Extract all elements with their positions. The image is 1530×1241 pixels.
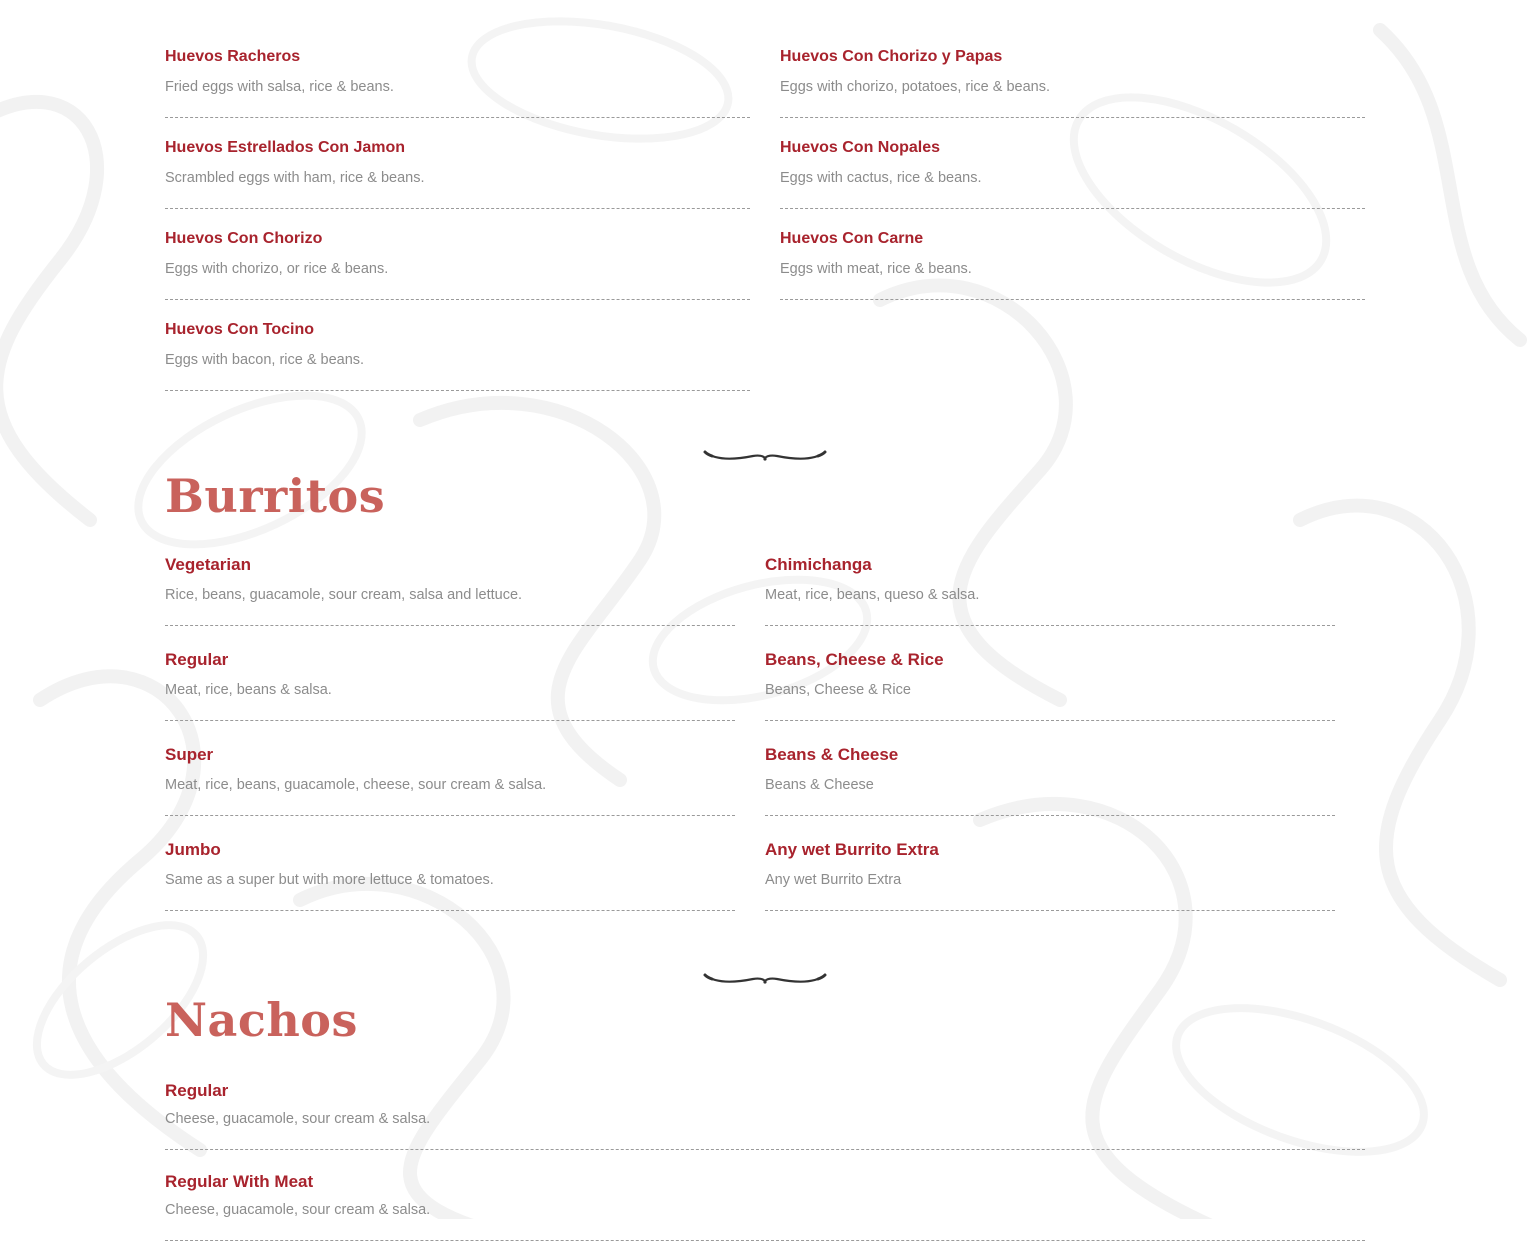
- menu-item-description: Fried eggs with salsa, rice & beans.: [165, 79, 394, 95]
- menu-item: [165, 135, 750, 209]
- ornamental-swash-divider-icon: [703, 969, 827, 989]
- menu-item: [165, 835, 735, 911]
- menu-item-name: Regular With Meat: [165, 1172, 314, 1191]
- menu-item: [165, 550, 735, 626]
- menu-item: [165, 226, 750, 300]
- menu-item-name: Beans & Cheese: [765, 745, 899, 764]
- menu-item-description: Eggs with bacon, rice & beans.: [165, 352, 365, 368]
- menu-item-description: Same as a super but with more lettuce & tomatoes.: [165, 872, 494, 888]
- menu-item-name: Vegetarian: [165, 555, 251, 574]
- menu-item-name: Huevos Con Tocino: [165, 321, 315, 338]
- menu-item-name: Huevos Con Chorizo: [165, 230, 323, 247]
- menu-item-name: Super: [165, 745, 214, 764]
- menu-item-name: Any wet Burrito Extra: [765, 840, 939, 859]
- menu-item-description: Eggs with chorizo, or rice & beans.: [165, 261, 389, 277]
- menu-item-description: Any wet Burrito Extra: [765, 872, 902, 888]
- menu-item: [165, 740, 735, 816]
- menu-item-description: Meat, rice, beans & salsa.: [165, 682, 332, 698]
- menu-item: [780, 226, 1365, 300]
- menu-item: [780, 44, 1365, 118]
- menu-item-name: Chimichanga: [765, 555, 872, 574]
- menu-item-description: Eggs with cactus, rice & beans.: [780, 170, 982, 186]
- section-title-nachos: Nachos: [165, 993, 358, 1047]
- menu-item-description: Rice, beans, guacamole, sour cream, salsa and lettuce.: [165, 587, 523, 603]
- menu-item-name: Huevos Con Chorizo y Papas: [780, 48, 1003, 65]
- menu-item-name: Huevos Racheros: [165, 48, 301, 65]
- menu-item-name: Regular: [165, 650, 229, 669]
- menu-item: [780, 135, 1365, 209]
- menu-item-description: Cheese, guacamole, sour cream & salsa.: [165, 1202, 431, 1218]
- ornamental-swash-divider-icon: [703, 446, 827, 466]
- menu-item-description: Eggs with chorizo, potatoes, rice & beans.: [780, 79, 1051, 95]
- menu-item-description: Scrambled eggs with ham, rice & beans.: [165, 170, 425, 186]
- menu-item-description: Eggs with meat, rice & beans.: [780, 261, 972, 277]
- section-title-burritos: Burritos: [165, 469, 386, 523]
- menu-item-name: Huevos Con Nopales: [780, 139, 941, 156]
- menu-item-description: Meat, rice, beans, queso & salsa.: [765, 587, 980, 603]
- menu-item: [165, 645, 735, 721]
- menu-item: [165, 317, 750, 391]
- menu-item-name: Regular: [165, 1081, 229, 1100]
- menu-item-description: Beans, Cheese & Rice: [765, 682, 911, 698]
- menu-item: [765, 645, 1335, 721]
- menu-item: [165, 1076, 1365, 1150]
- menu-item: [765, 740, 1335, 816]
- menu-item: [765, 835, 1335, 911]
- menu-item-description: Meat, rice, beans, guacamole, cheese, sour cream & salsa.: [165, 777, 547, 793]
- menu-item-name: Huevos Con Carne: [780, 230, 924, 247]
- menu-item: [165, 1167, 1365, 1241]
- menu-item-name: Beans, Cheese & Rice: [765, 650, 944, 669]
- menu-item-description: Beans & Cheese: [765, 777, 874, 793]
- menu-item: [765, 550, 1335, 626]
- menu-item: [165, 44, 750, 118]
- menu-item-description: Cheese, guacamole, sour cream & salsa.: [165, 1111, 431, 1127]
- menu-item-name: Jumbo: [165, 840, 221, 859]
- menu-item-name: Huevos Estrellados Con Jamon: [165, 139, 406, 156]
